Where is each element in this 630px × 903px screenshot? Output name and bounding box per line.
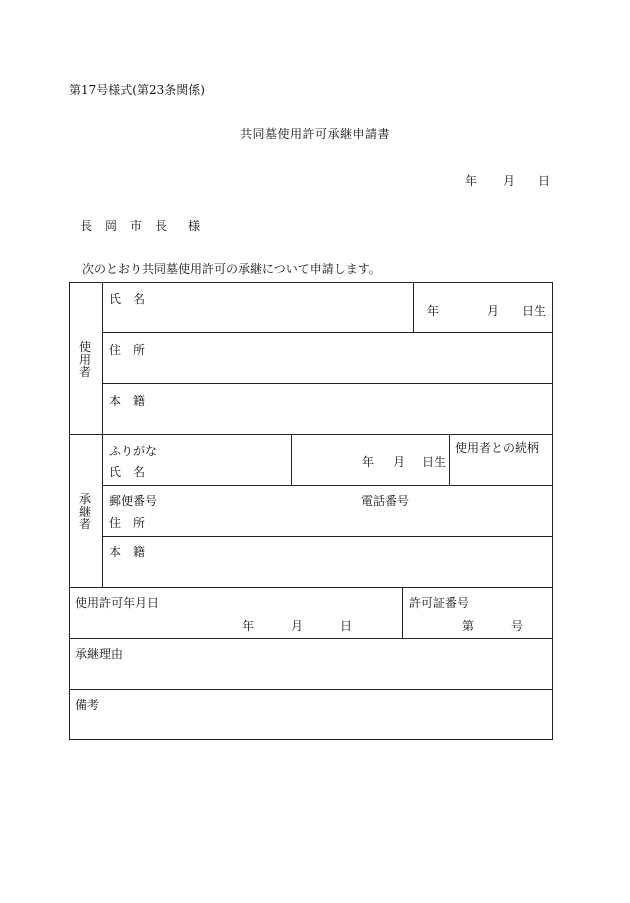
successor-furigana-label: ふりがな <box>109 444 158 458</box>
application-form-table <box>69 282 552 739</box>
permit-date-label: 使用許可年月日 <box>75 596 160 610</box>
form-number: 第17号様式(第23条関係) <box>69 83 205 97</box>
permit-number-prefix: 第 <box>462 619 475 633</box>
birth-year-label: 年 <box>427 304 440 318</box>
date-day-label: 日 <box>538 174 551 188</box>
date-year-label: 年 <box>465 174 478 188</box>
addressee-char: 長 <box>80 219 93 233</box>
succession-reason-label: 承継理由 <box>75 647 124 661</box>
divider <box>402 587 403 638</box>
divider <box>102 332 552 333</box>
successor-address-label: 住 所 <box>109 516 146 530</box>
user-birth-day-label: 日生 <box>522 304 547 318</box>
addressee-honorific: 様 <box>188 219 201 233</box>
successor-postal-label: 郵便番号 <box>109 494 158 508</box>
permit-date-day-label: 日 <box>340 619 353 633</box>
divider <box>102 536 552 537</box>
successor-section-label: 承 継 者 <box>78 492 91 532</box>
divider <box>102 383 552 384</box>
addressee-char: 市 <box>130 219 143 233</box>
user-birth-field[interactable] <box>427 305 439 317</box>
addressee-char: 岡 <box>105 219 118 233</box>
date-month-label: 月 <box>503 174 516 188</box>
successor-domicile-label: 本 籍 <box>109 545 146 559</box>
user-domicile-label: 本 籍 <box>109 394 146 408</box>
permit-number-suffix: 号 <box>511 619 524 633</box>
permit-number-label: 許可証番号 <box>409 596 470 610</box>
successor-birth-year-label: 年 <box>362 455 375 469</box>
divider <box>102 282 103 587</box>
successor-relation-label: 使用者との続柄 <box>455 441 540 455</box>
user-section-label: 使 用 者 <box>78 340 91 380</box>
user-address-label: 住 所 <box>109 343 146 357</box>
permit-date-month-label: 月 <box>291 619 304 633</box>
divider <box>449 434 450 485</box>
divider <box>69 434 552 435</box>
successor-phone-label: 電話番号 <box>361 494 410 508</box>
divider <box>102 485 552 486</box>
successor-name-label: 氏 名 <box>109 465 146 479</box>
permit-date-year-label: 年 <box>242 619 255 633</box>
successor-birth-day-label: 日生 <box>422 455 447 469</box>
divider <box>69 638 552 639</box>
user-name-label: 氏 名 <box>109 292 146 306</box>
addressee-char: 長 <box>155 219 168 233</box>
divider <box>69 689 552 690</box>
intro-text: 次のとおり共同墓使用許可の承継について申請します。 <box>82 262 381 276</box>
successor-birth-month-label: 月 <box>393 455 406 469</box>
divider <box>69 587 552 588</box>
document-title: 共同墓使用許可承継申請書 <box>239 127 390 141</box>
remarks-label: 備考 <box>75 698 100 712</box>
divider <box>291 434 292 485</box>
divider <box>413 282 414 332</box>
user-birth-month-label: 月 <box>487 304 500 318</box>
